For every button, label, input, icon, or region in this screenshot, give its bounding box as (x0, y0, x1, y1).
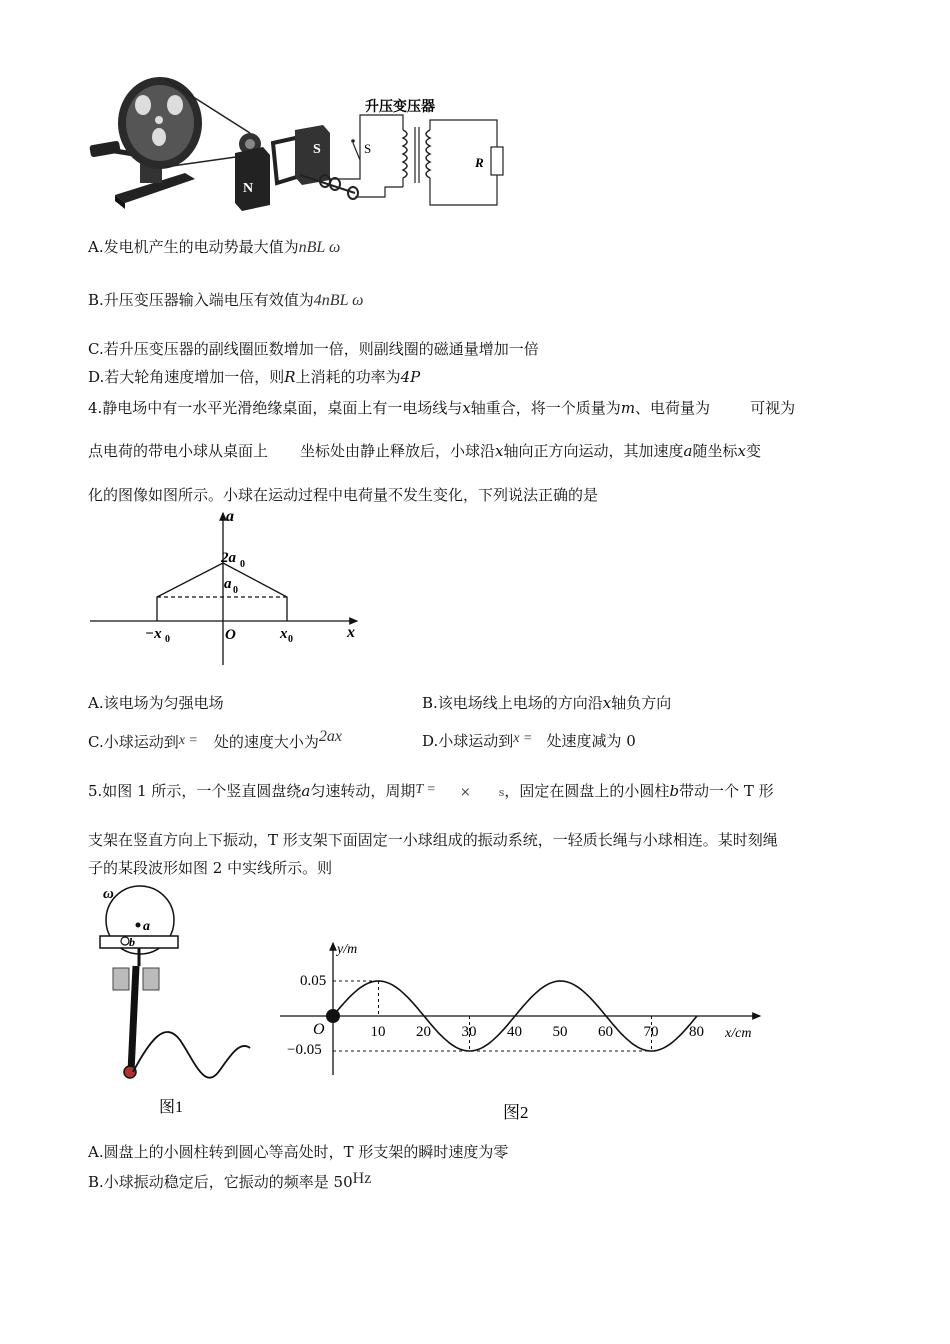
fig2-x-label: x/cm (725, 1026, 752, 1041)
wave-source-dot (326, 1009, 340, 1023)
q3-option-c: C.若升压变压器的副线圈匝数增加一倍，则副线圈的磁通量增加一倍 (88, 340, 539, 358)
q3-option-a: A.发电机产生的电动势最大值为nBL ω (88, 238, 341, 256)
switch-label: S (364, 141, 372, 156)
q4-option-b: B.该电场线上电场的方向沿x轴负方向 (422, 694, 672, 712)
q5-figure-1 (95, 880, 260, 1120)
fig2-x-tick-10: 10 (370, 1024, 386, 1040)
fig2-x-tick-70: 70 (643, 1024, 659, 1040)
fig2-x-tick-80: 80 (689, 1024, 704, 1040)
fig2-x-tick-labels (371, 1024, 705, 1040)
graph-peak-sub: 0 (240, 559, 245, 570)
q5-figure-2 (275, 935, 775, 1130)
fig1-b-label: b (129, 935, 135, 949)
graph-y-axis-label: a (226, 508, 234, 525)
fig2-x-tick-50: 50 (552, 1024, 568, 1040)
generator-transformer-figure (85, 75, 515, 215)
q5-stem-line3: 子的某段波形如图 2 中实线所示。则 (88, 859, 333, 877)
magnet-s-label: S (313, 142, 321, 157)
fig2-origin: O (313, 1021, 325, 1038)
graph-pos-x0: x (280, 626, 288, 642)
graph-origin: O (225, 627, 236, 643)
fig2-x-tick-20: 20 (416, 1024, 431, 1040)
fig1-caption: 图1 (159, 1099, 184, 1116)
q4-option-a: A.该电场为匀强电场 (88, 694, 224, 712)
q4-stem-line2: 点电荷的带电小球从桌面上 坐标处由静止释放后，小球沿x轴向正方向运动，其加速度a随坐标x变 (88, 442, 761, 460)
q5-stem-line2: 支架在竖直方向上下振动，T 形支架下面固定一小球组成的振动系统，一轻质长绳与小球相连。某时刻绳 (88, 831, 778, 849)
q5-option-b: B.小球振动稳定后，它振动的频率是 50Hz (88, 1170, 372, 1191)
q4-acceleration-graph (85, 505, 375, 670)
graph-x-axis-label: x (347, 624, 355, 641)
resistor-label: R (475, 155, 484, 170)
fig1-omega-label: ω (103, 886, 114, 902)
graph-base-sub: 0 (233, 585, 238, 596)
fig2-caption: 图2 (503, 1103, 529, 1122)
fig2-x-tick-40: 40 (507, 1024, 522, 1040)
q4-stem-line1: 4.静电场中有一水平光滑绝缘桌面，桌面上有一电场线与x轴重合，将一个质量为m、电荷量为 可视为 (88, 399, 796, 417)
q3-option-b: B.升压变压器输入端电压有效值为4nBL ω (88, 291, 364, 309)
graph-neg-x0-sub: 0 (165, 634, 170, 645)
fig2-x-tick-30: 30 (461, 1024, 477, 1040)
q4-option-c: C.小球运动到x = 处的速度大小为2ax (88, 728, 343, 751)
q4-stem-line3: 化的图像如图所示。小球在运动过程中电荷量不发生变化，下列说法正确的是 (88, 486, 599, 504)
q3-option-d: D.若大轮角速度增加一倍，则R上消耗的功率为4P (88, 368, 421, 386)
q5-option-a: A.圆盘上的小圆柱转到圆心等高处时，T 形支架的瞬时速度为零 (88, 1143, 509, 1161)
transformer-label: 升压变压器 (365, 100, 435, 115)
graph-neg-x0: −x (145, 626, 162, 642)
fig1-a-label: a (143, 919, 150, 934)
graph-base-label: a (224, 576, 232, 592)
fig2-y-bottom: −0.05 (287, 1042, 322, 1058)
q5-stem-line1: 5.如图 1 所示，一个竖直圆盘绕a匀速转动，周期T = × s，固定在圆盘上的小圆柱b带动一个 T 形 (88, 782, 774, 800)
fig2-y-top: 0.05 (300, 973, 327, 989)
magnet-n-label: N (243, 181, 254, 196)
graph-peak-label: 2a (221, 550, 236, 566)
graph-pos-x0-sub: 0 (288, 634, 293, 645)
q4-option-d: D.小球运动到x = 处速度减为 0 (422, 731, 636, 750)
fig2-y-label: y/m (337, 942, 358, 957)
fig2-x-tick-60: 60 (598, 1024, 613, 1040)
